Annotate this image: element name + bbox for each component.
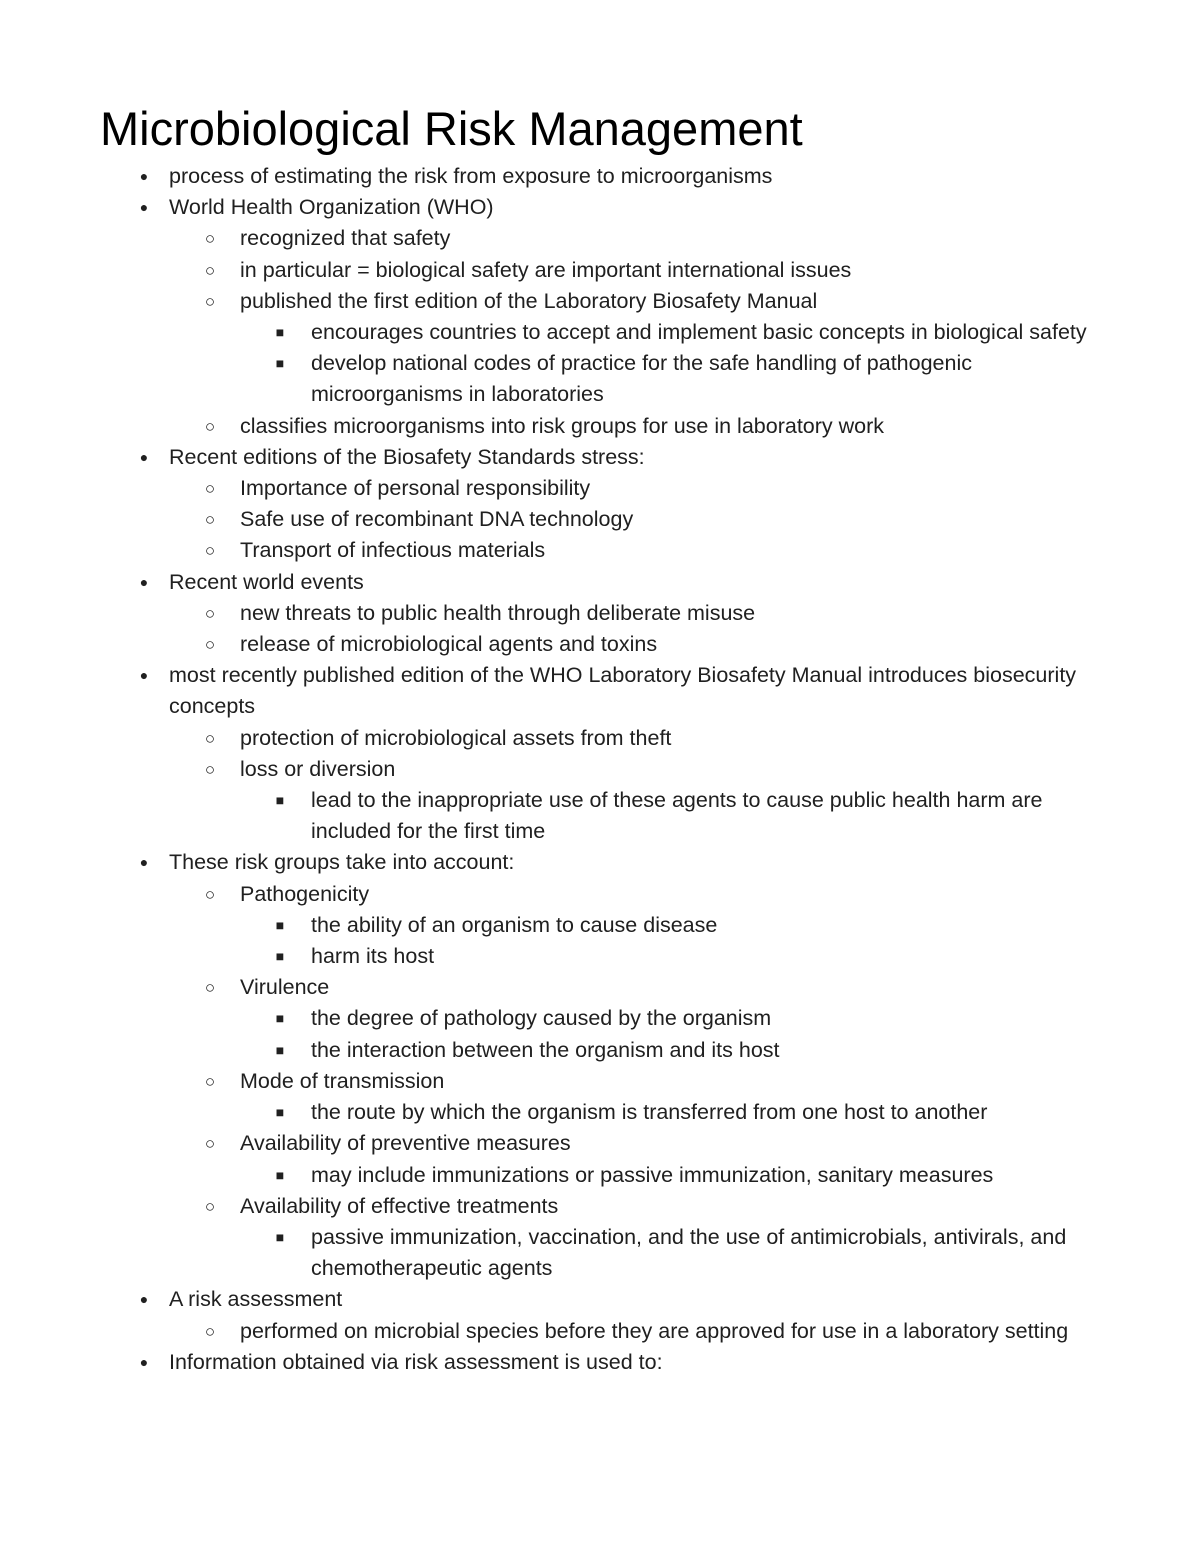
bullet-marker-level-2: ○ — [204, 541, 216, 561]
sub-list-level-3 — [240, 1222, 1110, 1284]
list-item-level-2 — [169, 1191, 1110, 1285]
list-item-text: recognized that safety — [240, 226, 451, 251]
list-item-text: Mode of transmission — [240, 1068, 445, 1093]
list-item-level-2 — [169, 754, 1110, 848]
bullet-marker-level-1: ● — [139, 854, 149, 871]
bullet-marker-level-3: ■ — [275, 792, 285, 809]
list-item-level-2 — [169, 598, 1110, 629]
sub-list-level-2 — [169, 723, 1110, 848]
bullet-marker-level-1: ● — [139, 168, 149, 184]
sub-list-level-3 — [240, 317, 1110, 411]
list-item-level-1 — [100, 1284, 1110, 1346]
sub-list-level-2 — [169, 598, 1110, 660]
bullet-marker-level-2: ○ — [204, 1134, 216, 1154]
bullet-marker-level-2: ○ — [204, 416, 216, 436]
bullet-marker-level-3: ■ — [275, 1228, 285, 1245]
list-item-level-2 — [169, 879, 1110, 973]
list-item-text: the ability of an organism to cause disease — [311, 912, 718, 937]
bullet-marker-level-2: ○ — [204, 260, 216, 280]
list-item-text: Availability of effective treatments — [240, 1193, 559, 1218]
list-item-text: performed on microbial species before they are approved for use in a laboratory setting — [240, 1318, 1069, 1343]
bullet-marker-level-3: ■ — [275, 324, 285, 341]
list-item-level-1 — [100, 161, 1110, 192]
bullet-marker-level-3: ■ — [275, 1166, 285, 1183]
bullet-marker-level-2: ○ — [204, 884, 216, 904]
list-item-level-2 — [169, 629, 1110, 660]
bullet-marker-level-2: ○ — [204, 635, 216, 655]
list-item-text: Recent editions of the Biosafety Standards stress: — [169, 444, 645, 469]
document-title: Microbiological Risk Management — [100, 102, 803, 155]
bullet-marker-level-2: ○ — [204, 1071, 216, 1091]
list-item-text: release of microbiological agents and toxins — [240, 632, 658, 657]
list-item-level-2 — [169, 473, 1110, 504]
list-item-level-2 — [169, 723, 1110, 754]
list-item-text: Virulence — [240, 975, 330, 1000]
list-item-text: harm its host — [311, 944, 435, 969]
list-item-level-2 — [169, 535, 1110, 566]
bullet-marker-level-2: ○ — [204, 510, 216, 530]
bullet-marker-level-1: ● — [139, 573, 149, 590]
list-item-text: Recent world events — [169, 569, 364, 594]
list-item-level-2 — [169, 411, 1110, 442]
list-item-text: Information obtained via risk assessment is used to: — [169, 1349, 663, 1374]
list-item-level-3 — [240, 348, 1110, 410]
list-item-text: A risk assessment — [169, 1287, 343, 1312]
bullet-marker-level-1: ● — [139, 448, 149, 465]
bullet-marker-level-2: ○ — [204, 1321, 216, 1341]
bullet-marker-level-2: ○ — [204, 291, 216, 311]
sub-list-level-3 — [240, 785, 1110, 847]
bullet-marker-level-3: ■ — [275, 916, 285, 933]
bullet-marker-level-3: ■ — [275, 355, 285, 372]
list-item-level-3 — [240, 910, 1110, 941]
list-item-text: the interaction between the organism and its host — [311, 1037, 780, 1062]
list-item-level-2 — [169, 255, 1110, 286]
list-item-level-2 — [169, 223, 1110, 254]
bullet-marker-level-3: ■ — [275, 948, 285, 965]
list-item-text: protection of microbiological assets from theft — [240, 725, 672, 750]
sub-list-level-2 — [169, 1316, 1110, 1347]
sub-list-level-2 — [169, 223, 1110, 441]
sub-list-level-3 — [240, 910, 1110, 972]
sub-list-level-2 — [169, 879, 1110, 1285]
bullet-marker-level-3: ■ — [275, 1104, 285, 1121]
list-item-text: develop national codes of practice for the safe handling of pathogenic microorganisms in laboratories — [311, 351, 972, 407]
bullet-marker-level-2: ○ — [204, 603, 216, 623]
bullet-marker-level-3: ■ — [275, 1041, 285, 1058]
list-item-level-2 — [169, 972, 1110, 1066]
list-item-level-3 — [240, 1160, 1110, 1191]
bullet-outline — [100, 161, 1110, 1378]
list-item-level-2 — [169, 504, 1110, 535]
bullet-marker-level-1: ● — [139, 667, 149, 684]
list-item-text: Availability of preventive measures — [240, 1131, 571, 1156]
list-item-level-3 — [240, 1035, 1110, 1066]
list-item-text: classifies microorganisms into risk groups for use in laboratory work — [240, 413, 885, 438]
bullet-marker-level-3: ■ — [275, 1010, 285, 1027]
list-item-level-2 — [169, 1316, 1110, 1347]
list-item-text: most recently published edition of the WHO Laboratory Biosafety Manual introduces biosecurity concepts — [169, 663, 1077, 719]
list-item-level-3 — [240, 1097, 1110, 1128]
bullet-marker-level-2: ○ — [204, 479, 216, 499]
list-item-level-1 — [100, 847, 1110, 1284]
bullet-marker-level-2: ○ — [204, 978, 216, 998]
bullet-marker-level-2: ○ — [204, 229, 216, 249]
list-item-text: loss or diversion — [240, 756, 396, 781]
sub-list-level-3 — [240, 1160, 1110, 1191]
list-item-text: the route by which the organism is transferred from one host to another — [311, 1100, 988, 1125]
list-item-text: Transport of infectious materials — [240, 538, 546, 563]
list-item-text: Pathogenicity — [240, 881, 370, 906]
list-item-text: encourages countries to accept and implement basic concepts in biological safety — [311, 320, 1087, 345]
sub-list-level-3 — [240, 1097, 1110, 1128]
sub-list-level-3 — [240, 1003, 1110, 1065]
list-item-text: published the first edition of the Laboratory Biosafety Manual — [240, 288, 818, 313]
list-item-text: lead to the inappropriate use of these agents to cause public health harm are included for the first time — [311, 788, 1043, 844]
list-item-text: Safe use of recombinant DNA technology — [240, 507, 634, 532]
list-item-level-1 — [100, 660, 1110, 847]
list-item-text: World Health Organization (WHO) — [169, 195, 494, 220]
list-item-text: in particular = biological safety are important international issues — [240, 257, 852, 282]
list-item-level-2 — [169, 286, 1110, 411]
list-item-text: passive immunization, vaccination, and the use of antimicrobials, antivirals, and chemotherapeutic agents — [311, 1224, 1067, 1281]
bullet-marker-level-1: ● — [139, 1353, 149, 1370]
list-item-level-1 — [100, 567, 1110, 661]
list-item-text: new threats to public health through deliberate misuse — [240, 600, 756, 625]
bullet-marker-level-1: ● — [139, 199, 149, 216]
list-item-level-3 — [240, 941, 1110, 972]
list-item-level-3 — [240, 1003, 1110, 1034]
list-item-level-3 — [240, 785, 1110, 847]
list-item-level-2 — [169, 1128, 1110, 1190]
list-item-level-2 — [169, 1066, 1110, 1128]
list-item-text: the degree of pathology caused by the organism — [311, 1006, 772, 1031]
bullet-marker-level-2: ○ — [204, 728, 216, 748]
list-item-text: These risk groups take into account: — [169, 850, 515, 875]
bullet-marker-level-2: ○ — [204, 759, 216, 779]
list-item-text: may include immunizations or passive immunization, sanitary measures — [311, 1162, 994, 1187]
bullet-marker-level-2: ○ — [204, 1196, 216, 1216]
list-item-level-1 — [100, 1347, 1110, 1378]
list-item-level-3 — [240, 317, 1110, 348]
list-item-text: process of estimating the risk from exposure to microorganisms — [169, 164, 773, 188]
list-item-level-1 — [100, 442, 1110, 567]
list-item-level-1 — [100, 192, 1110, 442]
sub-list-level-2 — [169, 473, 1110, 567]
bullet-marker-level-1: ● — [139, 1291, 149, 1308]
list-item-level-3 — [240, 1222, 1110, 1284]
list-item-text: Importance of personal responsibility — [240, 476, 591, 501]
